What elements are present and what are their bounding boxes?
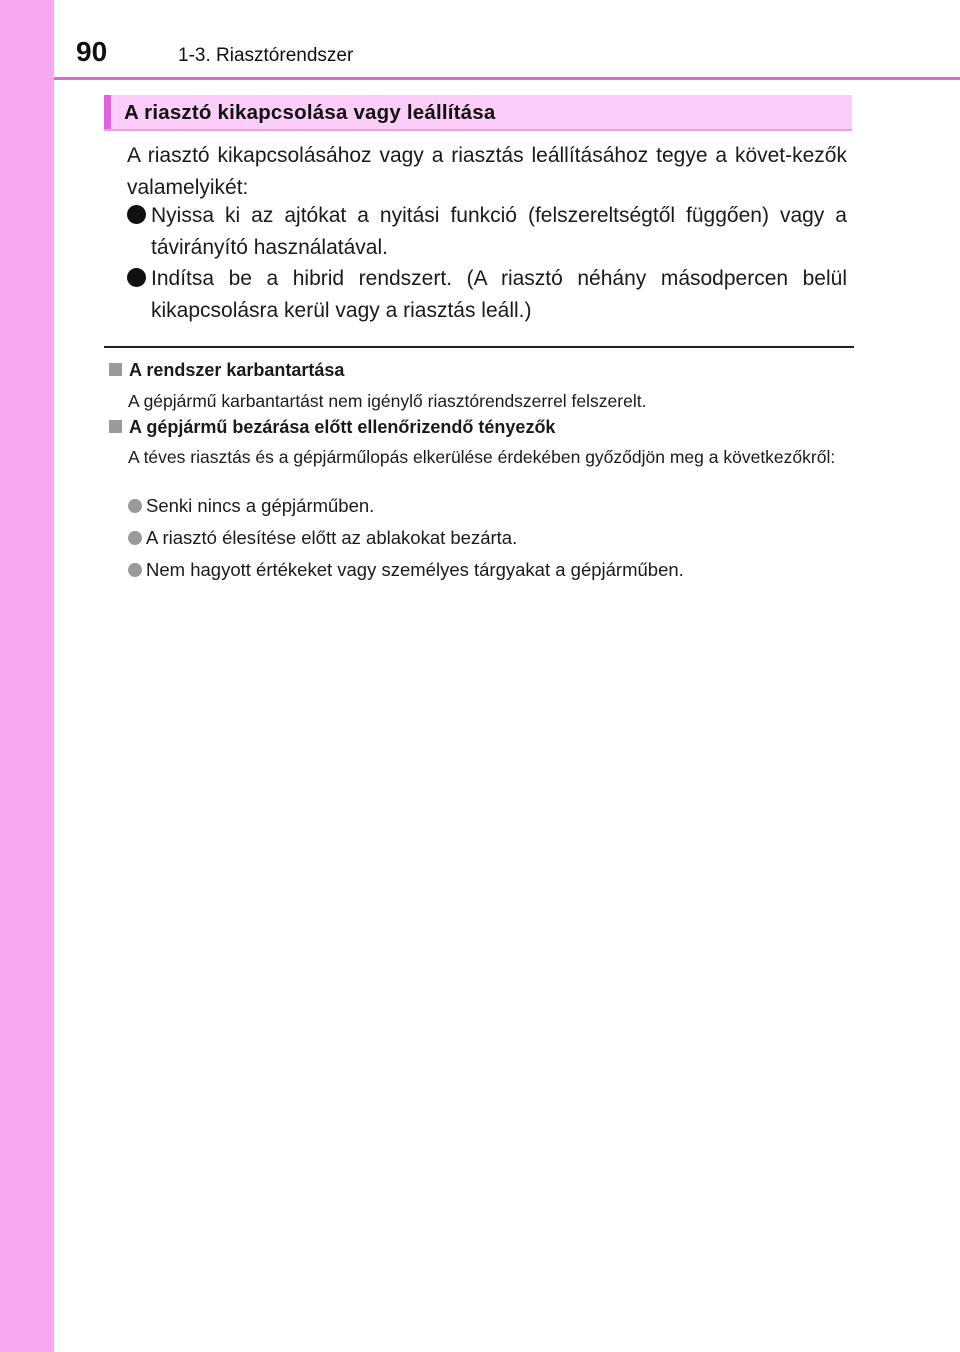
instruction-text: Indítsa be a hibrid rendszert. (A riasztó néhány másodpercen belül kikapcsolásra kerül vagy a riasztás leáll.)	[151, 267, 847, 322]
bullet-dot-icon	[127, 268, 146, 287]
chapter-title: 1-3. Riasztórendszer	[178, 45, 354, 66]
check-item	[128, 495, 374, 517]
section-intro: A riasztó kikapcsolásához vagy a riasztás leállításához tegye a követ-kezők valamelyikét:	[127, 144, 847, 199]
note-body: A gépjármű karbantartást nem igénylő riasztórendszerrel felszerelt.	[128, 391, 647, 411]
instruction-bullet	[127, 200, 847, 264]
bullet-dot-icon	[127, 205, 146, 224]
note-heading-text: A gépjármű bezárása előtt ellenőrizendő tényezők	[129, 417, 556, 437]
page-number: 90	[76, 36, 108, 67]
check-item-text: Nem hagyott értékeket vagy személyes tárgyakat a gépjárműben.	[146, 559, 684, 580]
grey-dot-icon	[128, 531, 142, 545]
section-divider	[104, 346, 854, 348]
grey-dot-icon	[128, 499, 142, 513]
check-item	[128, 527, 517, 549]
square-bullet-icon	[109, 420, 122, 433]
check-item-text: A riasztó élesítése előtt az ablakokat bezárta.	[146, 527, 518, 548]
note-body: A téves riasztás és a gépjárműlopás elkerülése érdekében győződjön meg a következőkről:	[128, 447, 836, 467]
square-bullet-icon	[109, 363, 122, 376]
note-heading	[109, 417, 555, 438]
check-item	[128, 559, 684, 581]
side-color-band	[0, 0, 54, 1352]
grey-dot-icon	[128, 563, 142, 577]
section-title: A riasztó kikapcsolása vagy leállítása	[124, 101, 496, 124]
banner-accent-bar	[104, 95, 111, 129]
instruction-bullet	[127, 263, 847, 327]
note-heading-text: A rendszer karbantartása	[129, 360, 345, 380]
note-heading	[109, 360, 344, 381]
instruction-text: Nyissa ki az ajtókat a nyitási funkció (felszereltségtől függően) vagy a távirányító használatával.	[151, 204, 847, 259]
header-rule	[54, 77, 960, 80]
section-banner	[104, 95, 852, 131]
check-item-text: Senki nincs a gépjárműben.	[146, 495, 375, 516]
